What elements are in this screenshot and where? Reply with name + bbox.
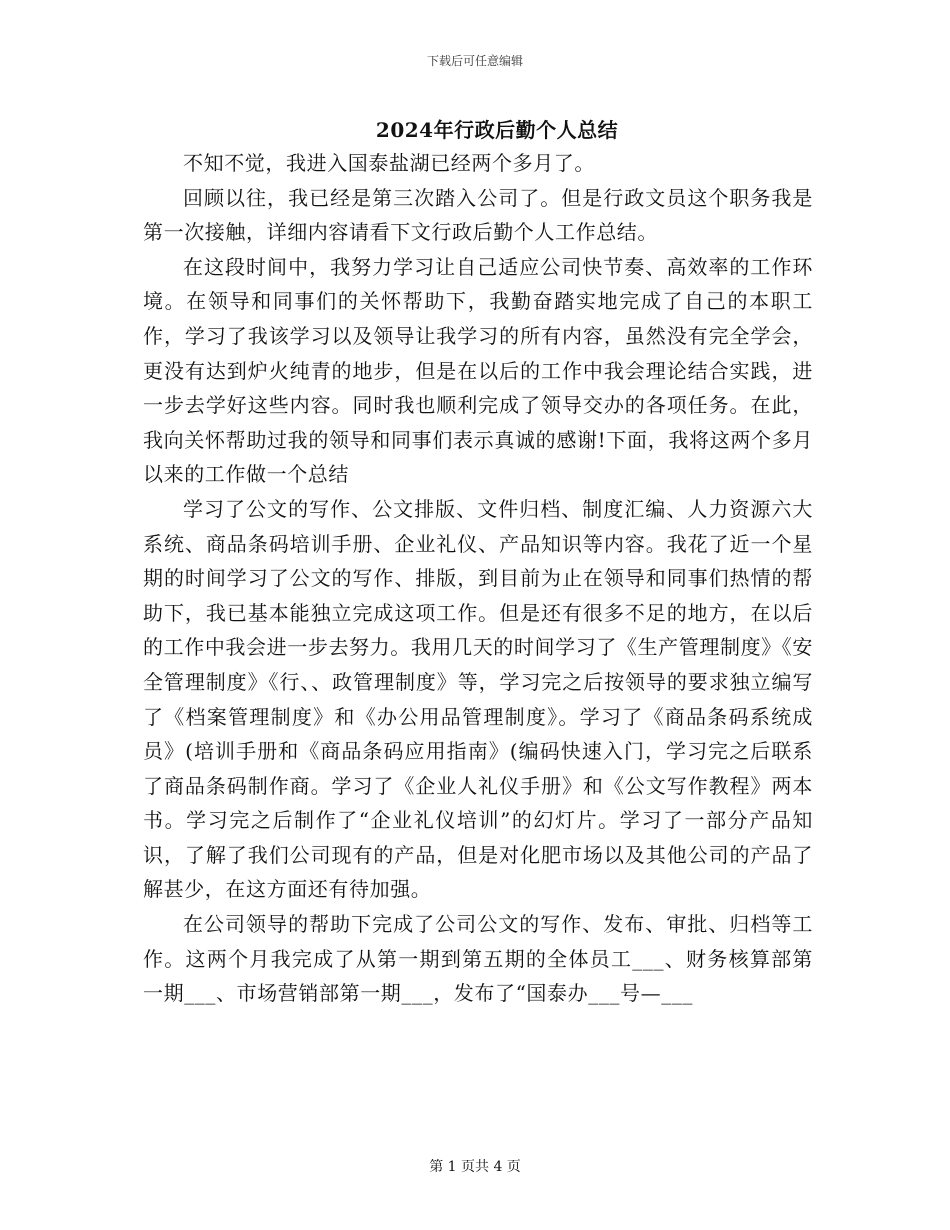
document-title: 2024年行政后勤个人总结 — [375, 118, 619, 142]
paragraph-3: 在这段时间中，我努力学习让自己适应公司快节奏、高效率的工作环境。在领导和同事们的关怀帮助下，我勤奋踏实地完成了自己的本职工作，学习了我该学习以及领导让我学习的所有内容，虽然没有完全学会，更没有达到炉火纯青的地步，但是在以后的工作中我会理论结合实践，进一步去学好这些内容。同时我也顺利完成了领导交办的各项任务。在此，我向关怀帮助过我的领导和同事们表示真诚的感谢!下面，我将这两个多月以来的工作做一个总结 — [143, 254, 813, 487]
paragraph-2: 回顾以往，我已经是第三次踏入公司了。但是行政文员这个职务我是第一次接触，详细内容请看下文行政后勤个人工作总结。 — [143, 185, 813, 245]
paragraph-4: 学习了公文的写作、公文排版、文件归档、制度汇编、人力资源六大系统、商品条码培训手册、企业礼仪、产品知识等内容。我花了近一个星期的时间学习了公文的写作、排版，到目前为止在领导和同事们热情的帮助下，我已基本能独立完成这项工作。但是还有很多不足的地方，在以后的工作中我会进一步去努力。我用几天的时间学习了《生产管理制度》《安全管理制度》《行、、政管理制度》等，学习完之后按领导的要求独立编写了《档案管理制度》和《办公用品管理制度》。学习了《商品条码系统成员》(培训手册和《商品条码应用指南》(编码快速入门，学习完之后联系了商品条码制作商。学习了《企业人礼仪手册》和《公文写作教程》两本书。学习完之后制作了“企业礼仪培训”的幻灯片。学习了一部分产品知识，了解了我们公司现有的产品，但是对化肥市场以及其他公司的产品了解甚少，在这方面还有待加强。 — [143, 496, 813, 902]
header-note: 下载后可任意编辑 — [426, 54, 523, 68]
page-number: 第 1 页共 4 页 — [429, 1159, 521, 1175]
paragraph-5: 在公司领导的帮助下完成了公司公文的写作、发布、审批、归档等工作。这两个月我完成了从第一期到第五期的全体员工___、财务核算部第一期___、市场营销部第一期___，发布了“国泰办___号—___ — [143, 912, 813, 1006]
paragraph-1: 不知不觉，我进入国泰盐湖已经两个多月了。 — [183, 151, 595, 175]
document-body — [143, 146, 813, 1011]
